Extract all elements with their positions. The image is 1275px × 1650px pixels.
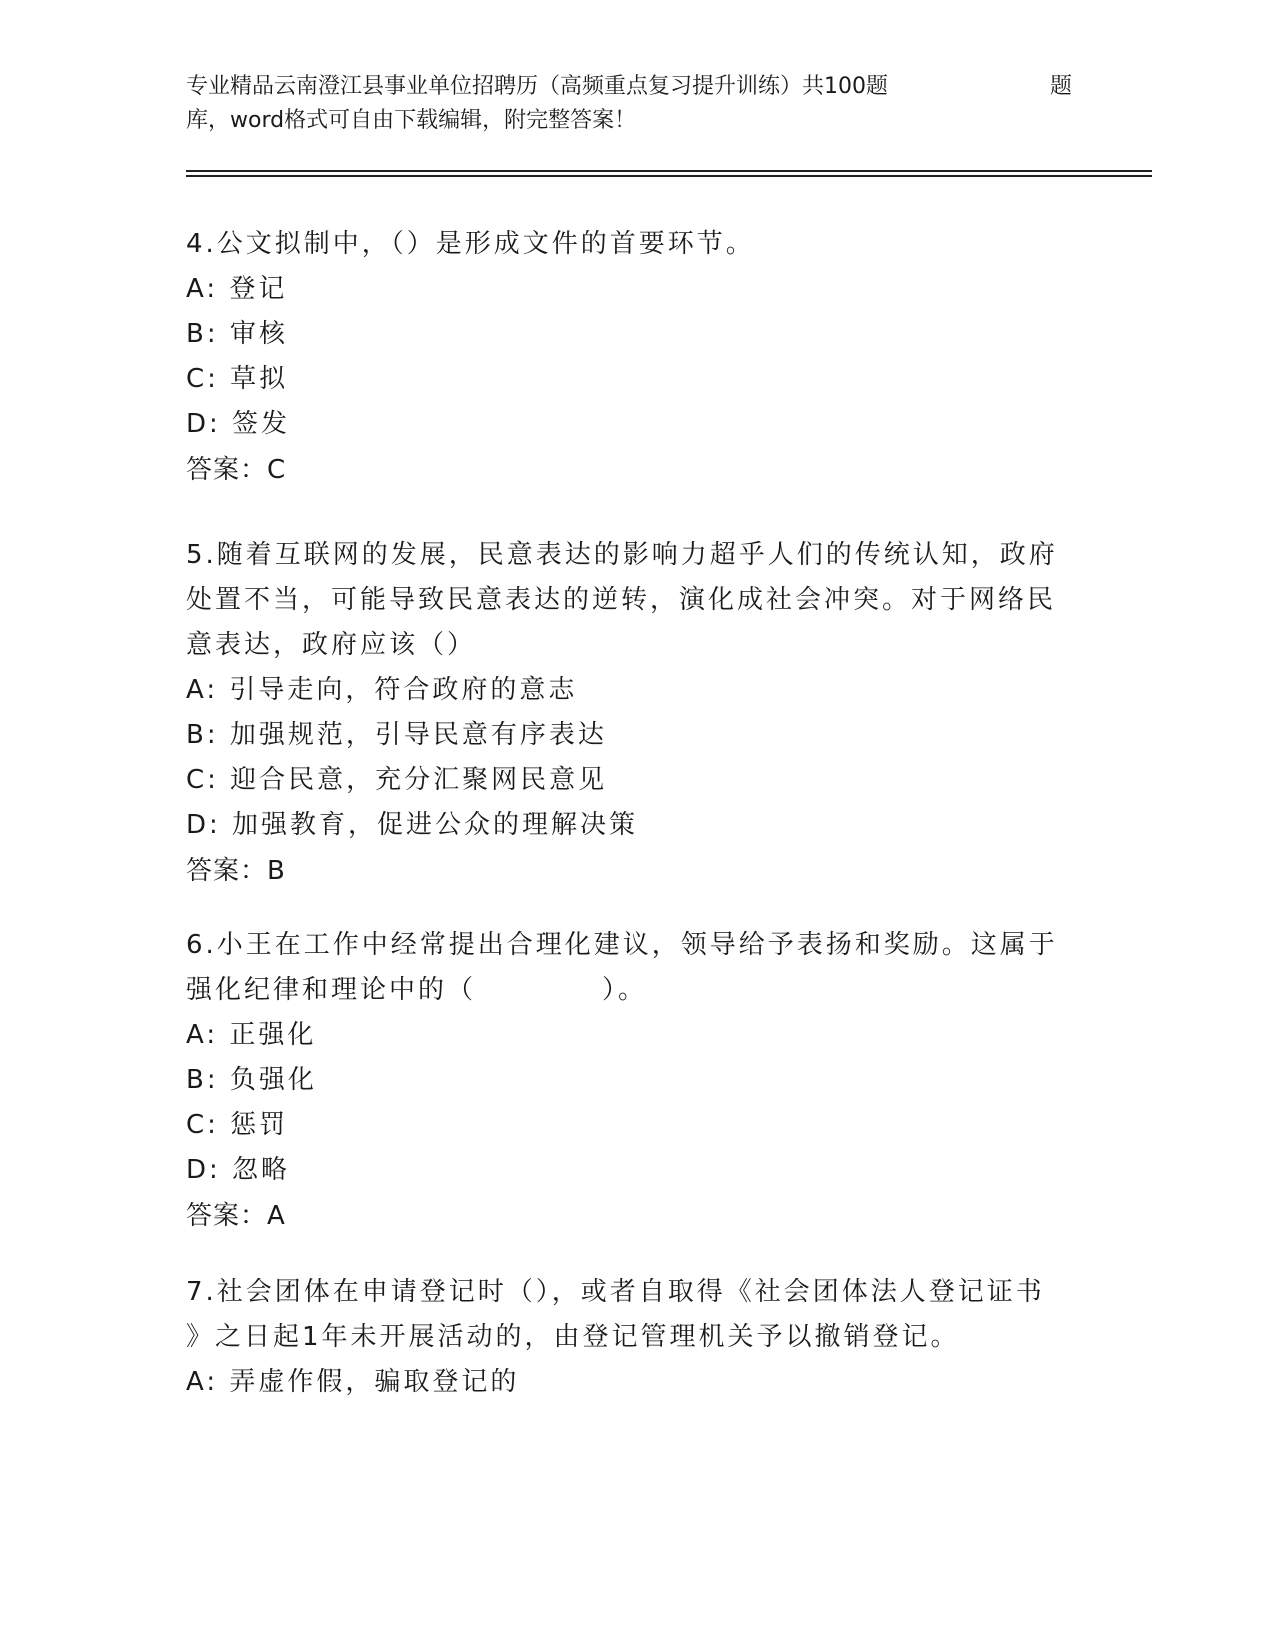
option-a: A: 引导走向，符合政府的意志 (186, 675, 578, 705)
option-c: C: 惩罚 (186, 1110, 289, 1140)
option-b: B: 负强化 (186, 1065, 317, 1095)
header-rule-bottom (186, 175, 1152, 177)
question-text: 5.随着互联网的发展，民意表达的影响力超乎人们的传统认知，政府 (186, 540, 1058, 570)
option-d: D: 加强教育，促进公众的理解决策 (186, 810, 639, 840)
option-b: B: 加强规范，引导民意有序表达 (186, 720, 607, 750)
option-a: A: 登记 (186, 274, 288, 304)
question-text: 》之日起1年未开展活动的，由登记管理机关予以撤销登记。 (186, 1322, 960, 1352)
question-text: 处置不当，可能导致民意表达的逆转，演化成社会冲突。对于网络民 (186, 585, 1057, 615)
option-d: D: 忽略 (186, 1155, 291, 1185)
answer: 答案：B (186, 856, 286, 886)
header-rule-top (186, 170, 1152, 172)
question-text (186, 968, 1086, 1013)
answer: 答案：C (186, 455, 287, 485)
answer: 答案：A (186, 1201, 286, 1231)
option-d: D: 签发 (186, 409, 291, 439)
document-header (186, 70, 1076, 138)
question-text: 6.小王在工作中经常提出合理化建议，领导给予表扬和奖励。这属于 (186, 930, 1058, 960)
question-text: 7.社会团体在申请登记时（），或者自取得《社会团体法人登记证书 (186, 1277, 1045, 1307)
header-line-2: 库，word格式可自由下载编辑，附完整答案！ (186, 108, 637, 133)
option-b: B: 审核 (186, 319, 288, 349)
option-c: C: 草拟 (186, 364, 289, 394)
question-7 (186, 1270, 1086, 1405)
question-text: 4.公文拟制中，（）是形成文件的首要环节。 (186, 229, 755, 259)
question-text: 意表达，政府应该（） (186, 630, 477, 660)
header-title: 专业精品云南澄江县事业单位招聘历（高频重点复习提升训练）共100题 (186, 74, 888, 99)
header-title-tail: 题 (1050, 74, 1073, 99)
question-text-part: ）。 (602, 975, 648, 1005)
question-6 (186, 923, 1086, 1239)
option-c: C: 迎合民意，充分汇聚网民意见 (186, 765, 608, 795)
question-4 (186, 222, 1086, 493)
option-a: A: 正强化 (186, 1020, 317, 1050)
option-a: A: 弄虚作假，骗取登记的 (186, 1367, 520, 1397)
header-line-1 (186, 70, 1076, 104)
question-5 (186, 533, 1086, 894)
question-text-part: 强化纪律和理论中的（ (186, 975, 477, 1005)
